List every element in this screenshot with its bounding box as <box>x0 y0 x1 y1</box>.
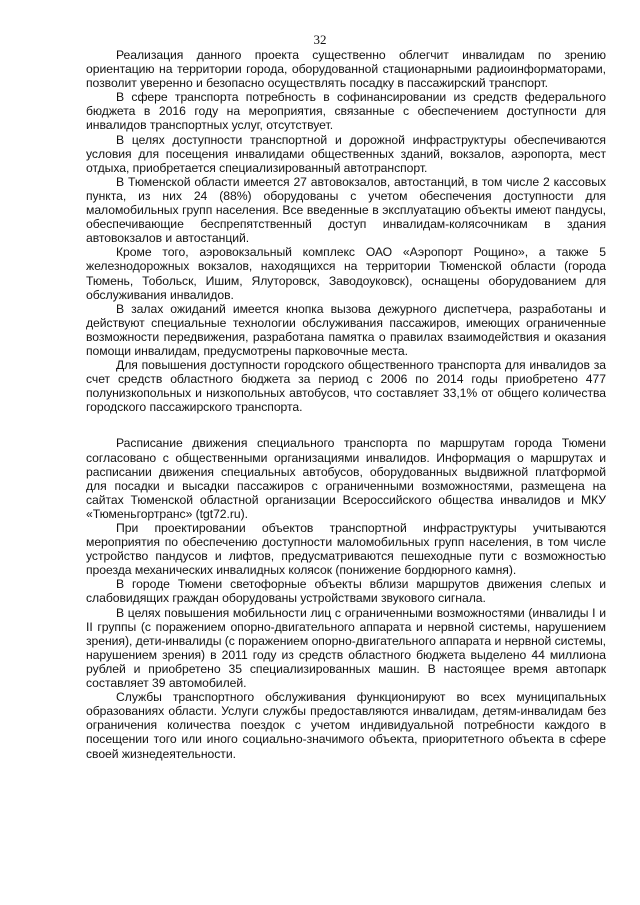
paragraph: В целях повышения мобильности лиц с ограниченными возможностями (инвалиды I и II группы (с поражением опорно-двигательного аппарата и нервной системы, нарушением зрения), дети-инвалиды (с поражением опорно-двигательного аппарата и нервной системы, нарушением зрения) в 2011 году из средств областного бюджета выделено 44 миллиона рублей и приобретено 35 специализированных машин. В настоящее время автопарк составляет 39 автомобилей. <box>86 605 606 691</box>
paragraph: В Тюменской области имеется 27 автовокзалов, автостанций, в том числе 2 кассовых пункта, из них 24 (88%) оборудованы с учетом обеспечения доступности для маломобильных групп населения. Все введенные в эксплуатацию объекты имеют пандусы, обеспечивающие беспрепятственный доступ инвалидам-колясочникам в здания автовокзалов и автостанций. <box>86 174 606 246</box>
paragraph: Реализация данного проекта существенно облегчит инвалидам по зрению ориентацию на территории города, оборудованной стационарными радиоинформаторами, позволит уверенно и безопасно осуществлять посадку в пассажирский транспорт. <box>86 48 606 91</box>
paragraph: В сфере транспорта потребность в софинансировании из средств федерального бюджета в 2016 году на мероприятия, связанные с обеспечением доступности для инвалидов транспортных услуг, отсутствует. <box>86 90 606 133</box>
paragraph: В залах ожиданий имеется кнопка вызова дежурного диспетчера, разработаны и действуют специальные технологии обслуживания пассажиров, имеющих ограниченные возможности передвижения, разработана памятка о правилах взаимодействия и оказания помощи инвалидам, предусмотрены парковочные места. <box>86 301 606 358</box>
paragraph: Для повышения доступности городского общественного транспорта для инвалидов за счет средств областного бюджета за период с 2006 по 2014 годы приобретено 477 полунизкопольных и низкопольных автобусов, что составляет 33,1% от общего количества городского пассажирского транспорта. <box>86 358 606 415</box>
paragraph: В целях доступности транспортной и дорожной инфраструктуры обеспечиваются условия для посещения инвалидами общественных зданий, вокзалов, аэропорта, мест отдыха, приобретается специализированный автотранспорт. <box>86 132 606 175</box>
document-body <box>86 48 606 761</box>
paragraph: Расписание движения специального транспорта по маршрутам города Тюмени согласовано с общественными организациями инвалидов. Информация о маршрутах и расписании движения специальных автобусов, оборудованных выдвижной платформой для посадки и высадки пассажиров с ограниченными возможностями, размещена на сайтах Тюменской областной организации Всероссийского общества инвалидов и МКУ «Тюменьгортранс» (tgt72.ru). <box>86 436 606 521</box>
paragraph: Службы транспортного обслуживания функционируют во всех муниципальных образованиях области. Услуги службы предоставляются инвалидам, детям-инвалидам без ограничения количества поездок с учетом индивидуальной потребности каждого в посещении того или иного социально-значимого объекта, приоритетного объекта в сфере своей жизнедеятельности. <box>86 690 606 761</box>
paragraph: При проектировании объектов транспортной инфраструктуры учитываются мероприятия по обеспечению доступности маломобильных групп населения, в том числе устройство пандусов и лифтов, предусматриваются пешеходные пути с возможностью проезда механических инвалидных колясок (понижение бордюрного камня). <box>86 521 606 578</box>
paragraph: Кроме того, аэровокзальный комплекс ОАО «Аэропорт Рощино», а также 5 железнодорожных вокзалов, находящихся на территории Тюменской области (города Тюмень, Тобольск, Ишим, Ялуторовск, Заводоуковск), оснащены оборудованием для обслуживания инвалидов. <box>86 245 606 302</box>
page-number: 32 <box>313 32 327 47</box>
paragraph: В городе Тюмени светофорные объекты вблизи маршрутов движения слепых и слабовидящих граждан оборудованы устройствами звукового сигнала. <box>86 577 606 606</box>
